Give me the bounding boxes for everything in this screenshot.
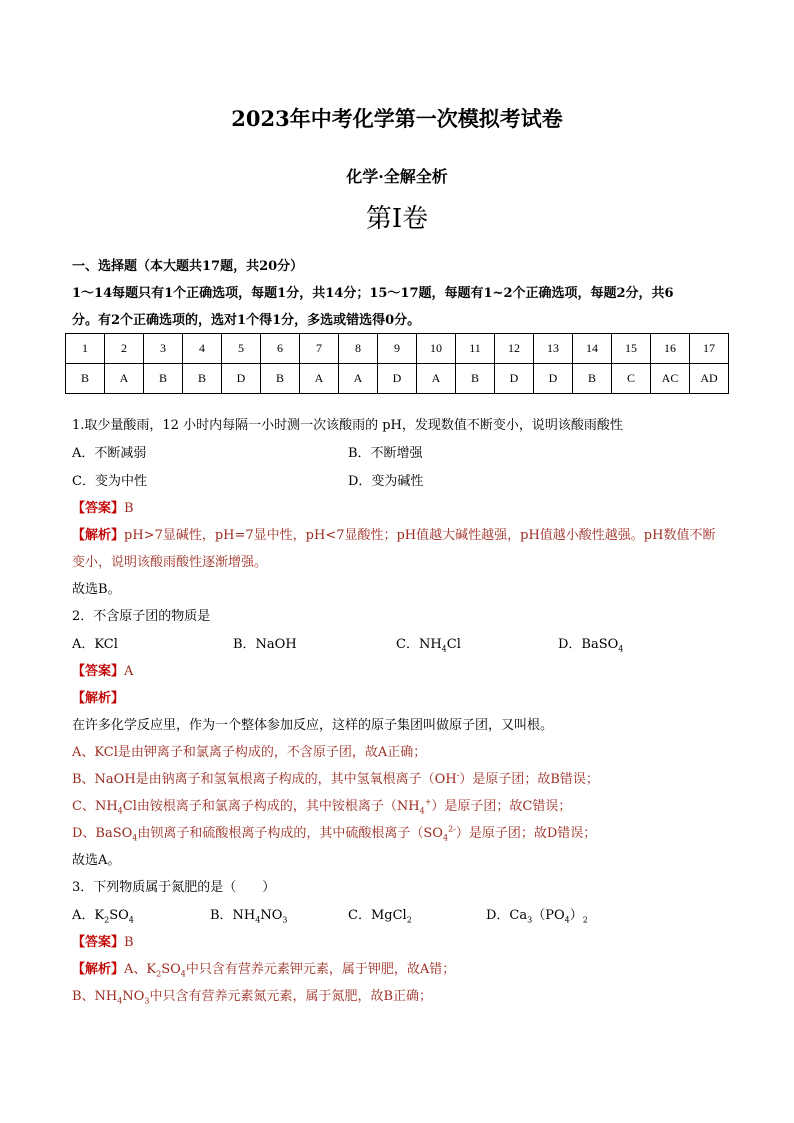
table-cell-answer: A (417, 364, 456, 394)
q3-option-a (72, 904, 134, 925)
formula-part: （PO (532, 908, 565, 923)
subscript: 4 (255, 915, 261, 925)
superscript: - (456, 770, 460, 780)
analysis-text: pH>7显碱性，pH=7显中性，pH<7显酸性；pH值越大碱性越强，pH值越小酸性越强。pH数值不断 (124, 528, 716, 543)
text-part: Cl由铵根离子和氯离子构成的，其中铵根离子（NH (122, 799, 420, 814)
q2-analysis-tag: 【解析】 (72, 691, 125, 706)
q1-conclusion: 故选B。 (72, 582, 121, 597)
q1-stem: 1.取少量酸雨，12 小时内每隔一小时测一次该酸雨的 pH，发现数值不断变小，说明该酸雨酸性 (72, 418, 623, 433)
formula-part: D．BaSO (558, 637, 619, 652)
text-part: D、BaSO (72, 826, 133, 841)
subscript: 3 (527, 915, 533, 925)
page-title: 2023年中考化学第一次模拟考试卷 (231, 106, 563, 131)
table-cell-number: 14 (573, 334, 612, 364)
subscript: 3 (282, 915, 288, 925)
subscript: 4 (441, 644, 447, 654)
table-cell-answer: B (573, 364, 612, 394)
superscript: 2- (448, 824, 456, 834)
q2-option-b: B．NaOH (233, 637, 297, 652)
q1-analysis-line-2: 变小，说明该酸雨酸性逐渐增强。 (72, 555, 268, 570)
text-part: ）是原子团；故C错误； (431, 799, 572, 814)
instruction-line-1: 1～14每题只有1个正确选项，每题1分，共14分；15～17题，每题有1~2个正确选项，每题2分，共6 (72, 286, 674, 301)
subscript: 2 (406, 915, 412, 925)
answer-value: B (124, 501, 134, 516)
subscript: 4 (117, 996, 123, 1006)
answer-tag: 【答案】 (72, 935, 125, 950)
formula-part: D．Ca (486, 908, 528, 923)
q1-answer (72, 497, 134, 516)
q1-analysis-line-1 (72, 524, 715, 543)
analysis-tag: 【解析】 (72, 962, 125, 977)
q2-analysis-line-b (72, 768, 599, 787)
text-part: B、NaOH是由钠离子和氢氧根离子构成的，其中氢氧根离子（OH (72, 772, 457, 787)
answer-table (65, 333, 729, 394)
text-part: 中只含有营养元素氮元素，属于氮肥，故B正确； (149, 989, 433, 1004)
table-cell-number: 4 (183, 334, 222, 364)
table-cell-answer: B (144, 364, 183, 394)
table-cell-answer: B (261, 364, 300, 394)
table-cell-answer: A (339, 364, 378, 394)
q1-option-a: A．不断减弱 (72, 446, 147, 461)
table-cell-answer: A (300, 364, 339, 394)
table-cell-answer: A (105, 364, 144, 394)
subscript: 4 (117, 806, 123, 816)
table-cell-number: 9 (378, 334, 417, 364)
subscript: 4 (442, 833, 449, 843)
table-cell-answer: D (378, 364, 417, 394)
text-part: 由钡离子和硫酸根离子构成的，其中硫酸根离子（SO (137, 826, 443, 841)
q1-option-d: D．变为碱性 (348, 474, 424, 489)
table-cell-answer: D (222, 364, 261, 394)
table-cell-answer: D (495, 364, 534, 394)
q2-analysis-line-a: A、KCl是由钾离子和氯离子构成的，不含原子团，故A正确； (72, 745, 427, 760)
q2-stem: 2．不含原子团的物质是 (72, 609, 211, 624)
formula-part: Cl (446, 637, 461, 652)
table-cell-number: 16 (651, 334, 690, 364)
table-cell-answer: D (534, 364, 573, 394)
table-cell-number: 8 (339, 334, 378, 364)
q2-option-a: A．KCl (72, 637, 118, 652)
formula-part: A．K (72, 908, 105, 923)
subscript: 4 (128, 915, 134, 925)
subscript: 4 (419, 806, 425, 816)
formula-part: C．NH (396, 637, 442, 652)
analysis-tag: 【解析】 (72, 528, 125, 543)
text-part: 中只含有营养元素钾元素，属于钾肥，故A错； (185, 962, 456, 977)
q3-stem: 3．下列物质属于氮肥的是（ ） (72, 880, 276, 895)
q3-option-d (486, 904, 588, 925)
q3-answer (72, 931, 134, 950)
answer-tag: 【答案】 (72, 501, 125, 516)
table-cell-number: 10 (417, 334, 456, 364)
subscript: 2 (156, 969, 162, 979)
table-cell-number: 15 (612, 334, 651, 364)
text-part: ）是原子团；故D错误； (455, 826, 597, 841)
table-cell-number: 11 (456, 334, 495, 364)
answer-value: B (124, 935, 134, 950)
table-cell-number: 2 (105, 334, 144, 364)
table-cell-number: 5 (222, 334, 261, 364)
q3-analysis-line-a (72, 958, 455, 979)
page-subtitle: 化学·全解全析 (346, 167, 448, 186)
table-cell-number: 3 (144, 334, 183, 364)
subscript: 4 (132, 833, 138, 843)
table-cell-answer: B (66, 364, 105, 394)
q2-option-d (558, 633, 623, 654)
q2-option-c (396, 633, 461, 654)
text-part: SO (161, 962, 181, 977)
q2-answer (72, 660, 133, 679)
text-part: NO (122, 989, 145, 1004)
volume-heading: 第Ⅰ卷 (365, 204, 429, 234)
subscript: 4 (180, 969, 186, 979)
q1-option-b: B．不断增强 (348, 446, 423, 461)
text-part: C、NH (72, 799, 118, 814)
formula-part: SO (109, 908, 129, 923)
q2-analysis-line-d (72, 822, 596, 843)
subscript: 3 (144, 996, 150, 1006)
table-cell-answer: AC (651, 364, 690, 394)
table-cell-answer: B (456, 364, 495, 394)
text-part: ）是原子团；故B错误； (459, 772, 599, 787)
q2-analysis-line-c (72, 795, 571, 816)
answer-table-answer-row (66, 364, 729, 394)
formula-part: C．MgCl (348, 908, 407, 923)
answer-tag: 【答案】 (72, 664, 125, 679)
formula-part: B．NH (210, 908, 256, 923)
subscript: 2 (104, 915, 110, 925)
section-heading: 一、选择题（本大题共17题，共20分） (72, 259, 304, 274)
table-cell-number: 1 (66, 334, 105, 364)
table-cell-number: 17 (690, 334, 729, 364)
answer-table-number-row (66, 334, 729, 364)
instruction-line-2: 分。有2个正确选项的，选对1个得1分，多选或错选得0分。 (72, 313, 421, 328)
table-cell-number: 12 (495, 334, 534, 364)
q3-option-c (348, 904, 412, 925)
superscript: + (424, 797, 432, 807)
answer-value: A (124, 664, 134, 679)
table-cell-number: 7 (300, 334, 339, 364)
text-part: B、NH (72, 989, 118, 1004)
table-cell-number: 13 (534, 334, 573, 364)
subscript: 4 (618, 644, 624, 654)
table-cell-answer: C (612, 364, 651, 394)
q3-option-b (210, 904, 288, 925)
table-cell-answer: AD (690, 364, 729, 394)
table-cell-number: 6 (261, 334, 300, 364)
subscript: 2 (582, 915, 588, 925)
subscript: 4 (564, 915, 570, 925)
formula-part: NO (260, 908, 283, 923)
q2-conclusion: 故选A。 (72, 853, 121, 868)
formula-part: ） (569, 908, 583, 923)
q2-analysis-intro: 在许多化学反应里，作为一个整体参加反应，这样的原子集团叫做原子团，又叫根。 (72, 718, 554, 733)
q1-option-c: C．变为中性 (72, 474, 147, 489)
q3-analysis-line-b (72, 985, 432, 1006)
text-part: A、K (124, 962, 157, 977)
table-cell-answer: B (183, 364, 222, 394)
